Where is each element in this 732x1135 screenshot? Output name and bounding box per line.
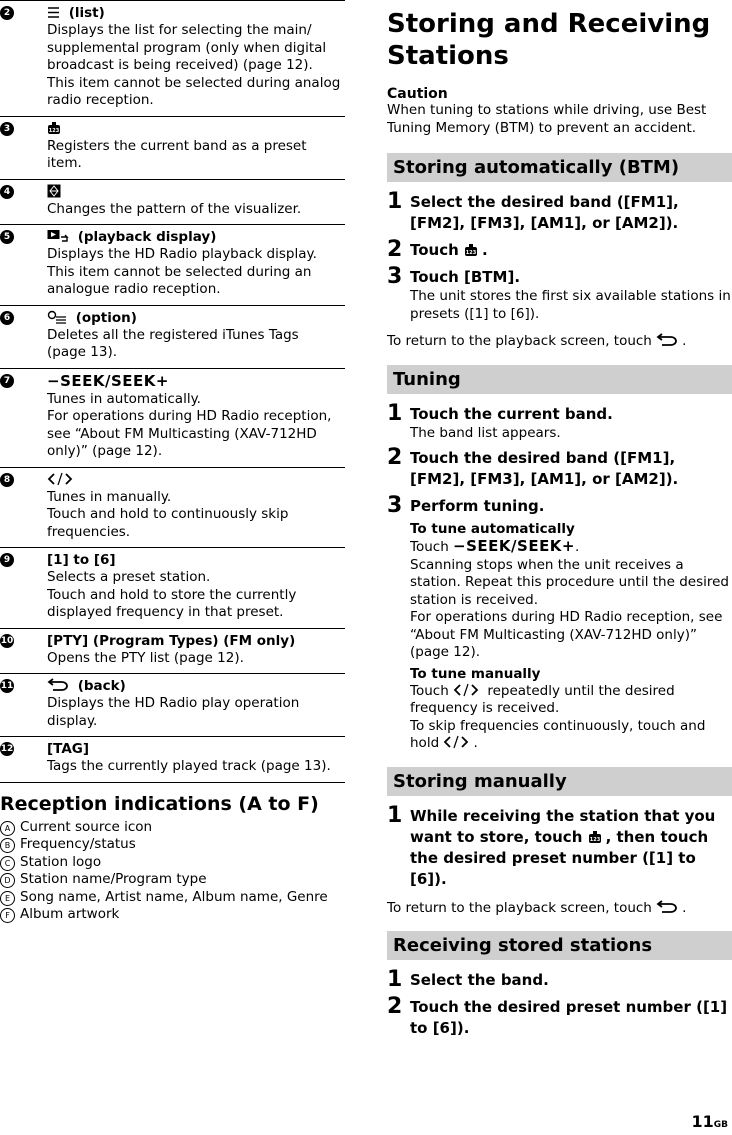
step-title — [410, 448, 732, 490]
step-number: 1 — [387, 189, 403, 214]
step-text-end: , then touch the desired preset number ([1] to [6]). — [410, 827, 709, 888]
item-title-text: [1] to [6] — [47, 552, 116, 568]
list-item — [0, 369, 345, 468]
back-icon — [656, 900, 678, 914]
svg-text:123: 123 — [465, 250, 477, 256]
reception-letter: C — [0, 856, 15, 871]
item-number: 4 — [0, 185, 14, 199]
return-text: To return to the playback screen, touch — [387, 333, 657, 349]
item-description: Tunes in automatically. For operations during HD Radio reception, see “About FM Multicasting (XAV-712HD only)” (page 12). — [47, 390, 332, 459]
svg-text:123: 123 — [589, 836, 600, 843]
step — [387, 264, 732, 323]
sub-title: To tune manually — [410, 665, 541, 682]
svg-text:123: 123 — [48, 127, 60, 134]
reception-text: Station name/Program type — [20, 871, 207, 887]
reception-text: Current source icon — [20, 818, 153, 835]
list-item — [0, 306, 345, 369]
reception-item — [0, 889, 345, 907]
item-description: Displays the HD Radio playback display. This item cannot be selected during an analogue radio reception. — [47, 246, 317, 297]
reception-letter: F — [0, 908, 15, 923]
back-icon — [47, 678, 69, 692]
step-description: The band list appears. — [410, 424, 561, 441]
step-number: 1 — [387, 802, 403, 828]
step-title — [410, 267, 732, 288]
reception-letter: E — [0, 891, 15, 906]
item-number: 8 — [0, 473, 14, 487]
page-number: 11GB — [691, 1112, 728, 1131]
return-text: To return to the playback screen, touch — [387, 899, 657, 916]
manual-tune-icon — [47, 472, 73, 486]
reception-text: Song name, Artist name, Album name, Genre — [20, 888, 328, 905]
section-heading: Storing automatically (BTM) — [387, 153, 732, 182]
list-item — [0, 468, 345, 549]
reception-item — [0, 819, 345, 837]
list-item — [0, 548, 345, 629]
step-text: Touch — [410, 241, 465, 259]
item-number: 6 — [0, 311, 14, 325]
step-text: Touch the desired band ([FM1], [FM2], [FM3], [AM1], or [AM2]). — [410, 449, 679, 488]
step-text: While receiving the station that you want to store, touch — [410, 806, 716, 846]
reception-item — [0, 854, 345, 872]
back-icon — [656, 333, 678, 347]
item-description: Selects a preset station. Touch and hold to store the currently displayed frequency in that preset. — [47, 569, 297, 620]
page-title: Storing and Receiving Stations — [387, 9, 711, 71]
reception-item — [0, 906, 345, 924]
item-title — [47, 310, 345, 327]
return-note — [387, 900, 732, 918]
manual-tune-icon — [453, 683, 479, 697]
reception-text: Frequency/status — [20, 836, 136, 852]
step — [387, 445, 732, 490]
step-text: Touch [BTM]. — [410, 268, 521, 286]
item-number: 2 — [0, 6, 14, 20]
item-description: Tags the currently played track (page 13). — [47, 758, 331, 774]
reception-text: Station logo — [20, 853, 102, 870]
sub-block — [387, 521, 732, 662]
step-number: 3 — [387, 493, 403, 518]
item-description: Changes the pattern of the visualizer. — [47, 200, 302, 217]
item-title — [47, 678, 345, 695]
item-title — [47, 121, 345, 138]
sub-text: repeatedly until the desired frequency is received. To skip frequencies continuously, touch and hold — [410, 682, 706, 751]
list-icon — [47, 6, 60, 19]
playback-display-icon — [47, 229, 69, 243]
item-description: Tunes in manually. Touch and hold to continuously skip frequencies. — [47, 488, 289, 540]
step — [387, 189, 732, 234]
step — [387, 493, 732, 518]
section-heading: Tuning — [387, 365, 732, 394]
step — [387, 802, 732, 890]
step-number: 1 — [387, 967, 403, 992]
reception-letter: A — [0, 821, 15, 836]
item-description: Displays the HD Radio play operation display. — [47, 695, 300, 729]
step-title — [410, 240, 732, 261]
step-number: 2 — [387, 994, 403, 1019]
step-text: Touch the current band. — [410, 404, 613, 423]
item-number: 9 — [0, 553, 14, 567]
reception-text: Album artwork — [20, 906, 120, 922]
sub-text: Touch — [410, 539, 454, 555]
return-note — [387, 333, 732, 351]
item-title-text: (back) — [73, 678, 126, 694]
list-item — [0, 180, 345, 226]
caution-text: When tuning to stations while driving, use Best Tuning Memory (BTM) to prevent an accident. — [387, 102, 707, 136]
item-title-text: [TAG] — [47, 741, 90, 757]
step-title — [410, 997, 732, 1039]
right-column — [387, 0, 732, 1043]
item-title — [47, 184, 345, 201]
visualizer-icon — [47, 184, 61, 198]
step — [387, 967, 732, 992]
list-item — [0, 225, 345, 306]
item-title — [47, 229, 345, 246]
item-title-text: (list) — [64, 5, 105, 21]
section-heading: Storing manually — [387, 767, 732, 796]
step — [387, 237, 732, 262]
preset-register-icon — [464, 243, 478, 257]
step-text: Select the band. — [410, 971, 549, 989]
step-title — [410, 404, 732, 425]
option-icon — [47, 310, 67, 324]
step-title — [410, 496, 732, 517]
step-number: 3 — [387, 264, 403, 289]
seek-label: −SEEK/SEEK+ — [47, 371, 169, 390]
sub-description — [410, 538, 732, 662]
reception-title: Reception indications (A to F) — [0, 792, 319, 815]
step-text: Select the desired band ([FM1], [FM2], [FM3], [AM1], or [AM2]). — [410, 193, 679, 232]
list-item — [0, 0, 345, 117]
item-title — [47, 633, 345, 650]
sub-text: . Scanning stops when the unit receives a station. Repeat this procedure until the desired station is received. For operations during HD Radio reception, see “About FM Multicasting (XAV-712HD only)” (page 12). — [410, 539, 729, 660]
item-title-text: [PTY] (Program Types) (FM only) — [47, 632, 296, 649]
item-number: 10 — [0, 635, 14, 646]
item-title-text: (option) — [71, 309, 137, 326]
item-title — [47, 5, 345, 22]
sub-description — [410, 683, 732, 753]
manual-tune-icon — [443, 735, 469, 749]
step-number: 2 — [387, 445, 403, 470]
sections — [387, 153, 732, 1039]
item-description: Deletes all the registered iTunes Tags (page 13). — [47, 326, 299, 360]
step-text-end: . — [482, 241, 488, 259]
reception-item — [0, 871, 345, 889]
item-number: 12 — [0, 744, 14, 754]
item-title-text: (playback display) — [73, 229, 217, 245]
item-title — [47, 373, 345, 391]
section-heading: Receiving stored stations — [387, 931, 732, 960]
item-number: 3 — [0, 122, 14, 136]
step-title — [410, 806, 732, 890]
list-item — [0, 117, 345, 180]
item-description: Displays the list for selecting the main/ supplemental program (only when digital broadcast is being received) (page 12). This item cannot be selected during analog radio reception. — [47, 22, 341, 108]
list-item — [0, 674, 345, 737]
item-title — [47, 741, 345, 758]
list-item — [0, 629, 345, 675]
step-title — [410, 970, 732, 991]
step-description: The unit stores the first six available stations in presets ([1] to [6]). — [410, 288, 731, 322]
item-number: 11 — [0, 681, 14, 691]
item-title — [47, 552, 345, 569]
item-list — [0, 0, 345, 783]
step-text: Perform tuning. — [410, 497, 545, 515]
reception-list — [0, 819, 345, 924]
sub-text: . — [473, 735, 478, 751]
item-title — [47, 472, 345, 489]
sub-text: Touch — [410, 682, 454, 699]
preset-register-icon — [47, 121, 61, 135]
step-number: 2 — [387, 237, 403, 262]
step-text: Touch the desired preset number ([1] to [6]). — [410, 998, 728, 1037]
item-number: 7 — [0, 374, 14, 388]
step — [387, 400, 732, 443]
item-number: 5 — [0, 230, 14, 244]
item-description: Opens the PTY list (page 12). — [47, 649, 244, 666]
seek-label: −SEEK/SEEK+ — [453, 537, 576, 555]
caution-title: Caution — [387, 86, 448, 102]
step-number: 1 — [387, 400, 403, 426]
step-title — [410, 192, 732, 234]
reception-letter: B — [0, 838, 15, 853]
preset-register-icon — [588, 830, 602, 844]
list-item — [0, 737, 345, 783]
reception-letter: D — [0, 873, 15, 888]
left-column — [0, 0, 345, 924]
item-description: Registers the current band as a preset item. — [47, 137, 307, 171]
sub-title: To tune automatically — [410, 521, 575, 537]
return-period: . — [682, 899, 687, 916]
sub-block — [387, 666, 732, 753]
return-period: . — [682, 333, 687, 349]
step — [387, 994, 732, 1039]
reception-item — [0, 836, 345, 854]
